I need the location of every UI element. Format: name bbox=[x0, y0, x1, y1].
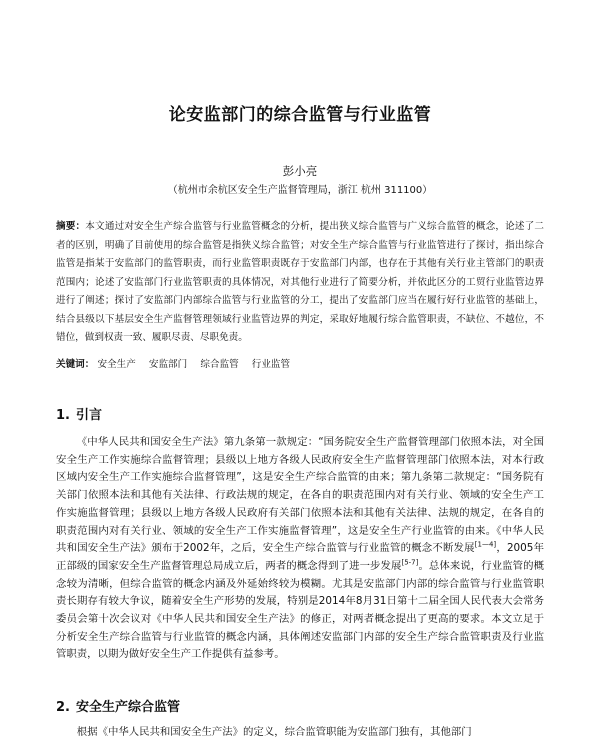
section-number: 1. bbox=[56, 408, 70, 423]
author-affiliation: （杭州市余杭区安全生产监督管理局，浙江 杭州 311100） bbox=[167, 185, 433, 196]
abstract-text: 本文通过对安全生产综合监管与行业监管概念的分析，提出狭义综合监管与广义综合监管的概念，论述了二者的区别，明确了目前使用的综合监管是指狭义综合监管；对安全生产综合监管与行业监管进行了探讨，指出综合监管是指某于安监部门的监管职责，而行业监管职责既存于安监部门内部，也存在于其他有关行业主管部门的职责范围内；论述了安监部门行业监管职责的具体情况，对其他行业进行了简要分析，并依此区分的工贸行业监管边界进行了阐述；探讨了安监部门内部综合监管与行业监管的分工，提出了安监部门应当在履行好行业监管的基础上，结合县级以下基层安全生产监督管理领域行业监管边界的判定，采取好地履行综合监管职责，不缺位、不越位，不错位，做到权责一致、履职尽责、尽职免责。 bbox=[56, 221, 545, 343]
section-heading-2 bbox=[56, 696, 544, 715]
keywords bbox=[56, 356, 544, 374]
paper-title: 论安监部门的综合监管与行业监管 bbox=[168, 105, 432, 125]
citation: [5-7] bbox=[401, 558, 419, 567]
keywords-label: 关键词： bbox=[56, 359, 95, 370]
abstract-label: 摘要： bbox=[56, 221, 86, 232]
section-number: 2. bbox=[56, 700, 70, 715]
keyword: 综合监管 bbox=[200, 359, 239, 370]
section-1-paragraph bbox=[56, 434, 544, 664]
citation: [1—4] bbox=[474, 540, 497, 549]
keyword: 行业监管 bbox=[251, 359, 291, 370]
abstract bbox=[56, 218, 544, 348]
section-heading-1 bbox=[56, 404, 544, 423]
author-name: 彭小亮 bbox=[282, 164, 318, 178]
paragraph-text: 根据《中华人民共和国安全生产法》的定义，综合监管职能为安监部门独有，其他部门 bbox=[76, 726, 472, 738]
paragraph-text: 《中华人民共和国安全生产法》第九条第一款规定：“国务院安全生产监督管理部门依照本法，对全国安全生产工作实施综合监督管理；县级以上地方各级人民政府安全生产监督管理部门依照本法，对本行政区域内安全生产工作实施综合监督管理”，这是安全生产综合监管的由来；第九条第二款规定：“国务院有关部门依照本法和其他有关法律、行政法规的规定，在各自的职责范围内对有关行业、领域的安全生产工作实施监督管理；县级以上地方各级人民政府有关部门依照本法和其他有关法律、法规的规定，在各自的职责范围内对有关行业、领域的安全生产工作实施监督管理”，这是安全生产行业监管的由来。《中华人民共和国安全生产法》颁布于2002年，之后，安全生产综合监管与行业监管的概念不断发展 bbox=[56, 436, 544, 555]
keyword: 安监部门 bbox=[148, 359, 188, 370]
keyword: 安全生产 bbox=[97, 359, 136, 370]
paragraph-text: 。总体来说，行业监管的概念较为清晰，但综合监管的概念内涵及外延始终较为模糊。尤其是安监部门内部的综合监管与行业监管职责长期存有较大争议，随着安全生产形势的发展，特别是2014年8月31日第十二届全国人民代表大会常务委员会第十次会议对《中华人民共和国安全生产法》的修正，对两者概念提出了更高的要求。本文立足于分析安全生产综合监管与行业监管的概念内涵，具体阐述安监部门内部的安全生产综合监管职责及行业监管职责，以期为做好安全生产工作提供有益参考。 bbox=[56, 559, 544, 661]
section-title: 引言 bbox=[75, 408, 102, 423]
section-2-paragraph bbox=[56, 724, 544, 742]
section-title: 安全生产综合监管 bbox=[75, 700, 180, 715]
paragraph-text: ，2005年正部级的国家安全生产监督管理总局成立后，两者的概念得到了进一步发展 bbox=[56, 542, 544, 572]
